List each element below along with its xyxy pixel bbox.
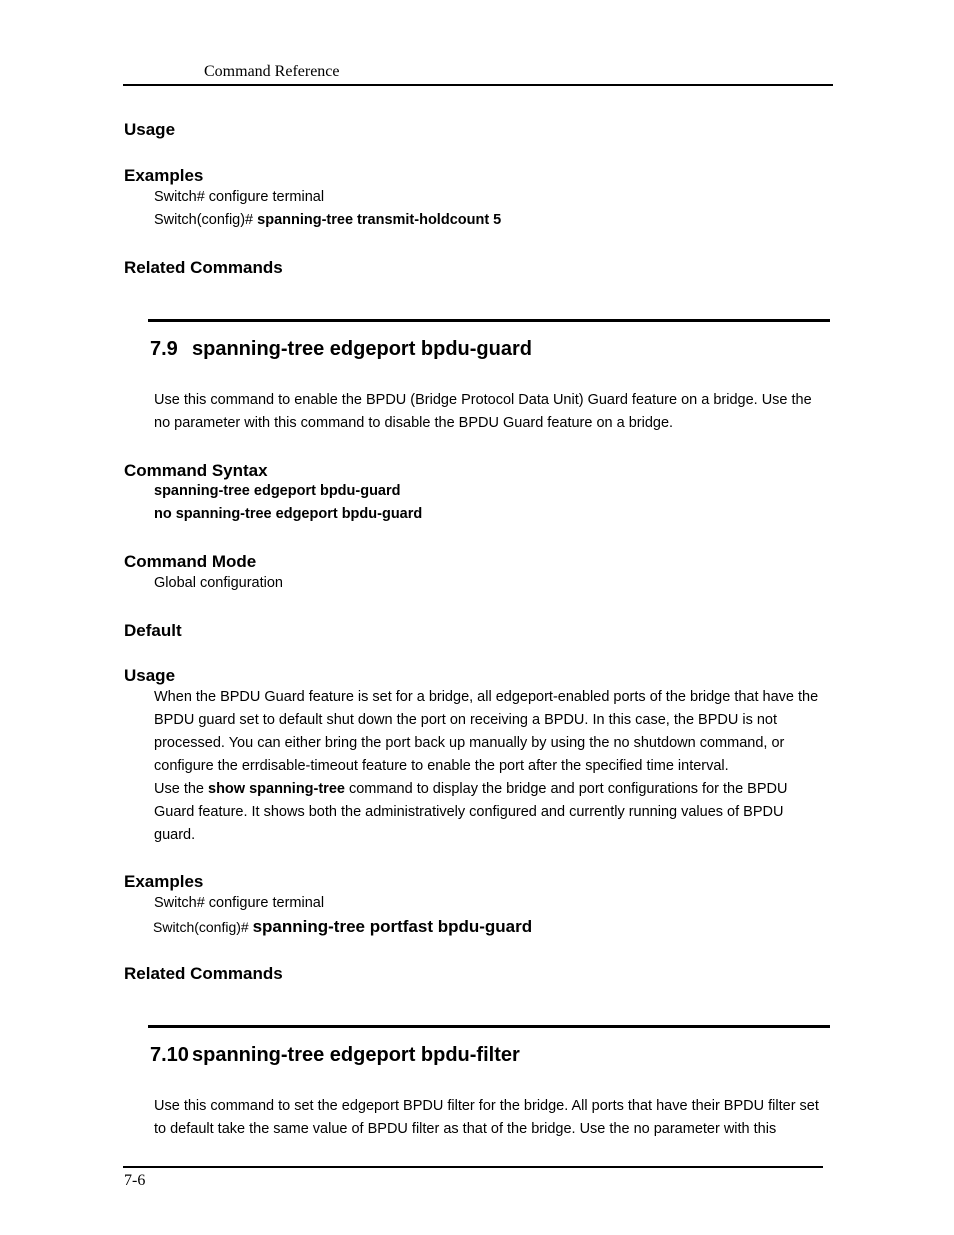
section-intro [154,1095,834,1141]
usage-line: When the BPDU Guard feature is set for a bridge, all edgeport-enabled ports of the bridge that have the [154,689,819,705]
examples-heading: Examples [124,166,204,185]
command: spanning-tree transmit-holdcount 5 [257,212,502,228]
intro-line: no parameter with this command to disable the BPDU Guard feature on a bridge. [154,415,674,431]
usage-text-post: command to display the bridge and port configurations for the BPDU [344,781,788,797]
section-rule [148,319,830,322]
default-heading: Default [124,621,182,640]
usage-line: Guard feature. It shows both the administratively configured and currently running values of BPDU [154,804,784,820]
command-syntax-heading: Command Syntax [124,461,268,480]
command: spanning-tree portfast bpdu-guard [252,917,533,936]
section-title [150,1043,520,1067]
usage-text-pre: Use the [154,781,208,797]
section-rule [148,1025,830,1028]
related-commands-heading: Related Commands [124,258,283,277]
prompt: Switch(config)# [153,919,253,935]
usage-heading: Usage [124,120,176,139]
example-block [154,892,834,940]
footer-rule [123,1166,823,1168]
usage-line: configure the errdisable-timeout feature to enable the port after the specified time interval. [154,758,729,774]
example-block [154,186,834,232]
usage-text [154,686,834,847]
example-line: Switch# configure terminal [154,189,325,205]
usage-line [154,778,834,801]
syntax-line: spanning-tree edgeport bpdu-guard [154,483,401,499]
example-line [154,209,834,232]
example-line [153,915,834,940]
command-mode-value: Global configuration [154,575,283,591]
intro-line: to default take the same value of BPDU filter as that of the bridge. Use the no parameter with this [154,1121,777,1137]
usage-line: processed. You can either bring the port back up manually by using the no shutdown command, or [154,735,785,751]
header-rule [123,84,833,86]
section-title [150,337,532,361]
command-mode-heading: Command Mode [124,552,257,571]
inline-command: show spanning-tree [208,781,345,797]
usage-heading: Usage [124,666,176,685]
intro-line: Use this command to set the edgeport BPDU filter for the bridge. All ports that have their BPDU filter set [154,1098,819,1114]
usage-line: guard. [154,827,196,843]
running-header: Command Reference [204,63,340,80]
usage-line: BPDU guard set to default shut down the port on receiving a BPDU. In this case, the BPDU is not [154,712,778,728]
section-number: 7.10 [150,1044,189,1066]
page-number: 7-6 [124,1172,146,1189]
syntax-block [154,480,834,526]
prompt: Switch(config)# [154,212,258,228]
section-title-text: spanning-tree edgeport bpdu-filter [192,1044,520,1066]
section-title-text: spanning-tree edgeport bpdu-guard [192,338,532,360]
examples-heading: Examples [124,872,204,891]
section-number: 7.9 [150,338,178,360]
intro-line: Use this command to enable the BPDU (Bridge Protocol Data Unit) Guard feature on a bridge. Use the [154,392,812,408]
syntax-line: no spanning-tree edgeport bpdu-guard [154,506,423,522]
related-commands-heading: Related Commands [124,964,283,983]
example-line: Switch# configure terminal [154,895,325,911]
section-intro [154,389,834,435]
